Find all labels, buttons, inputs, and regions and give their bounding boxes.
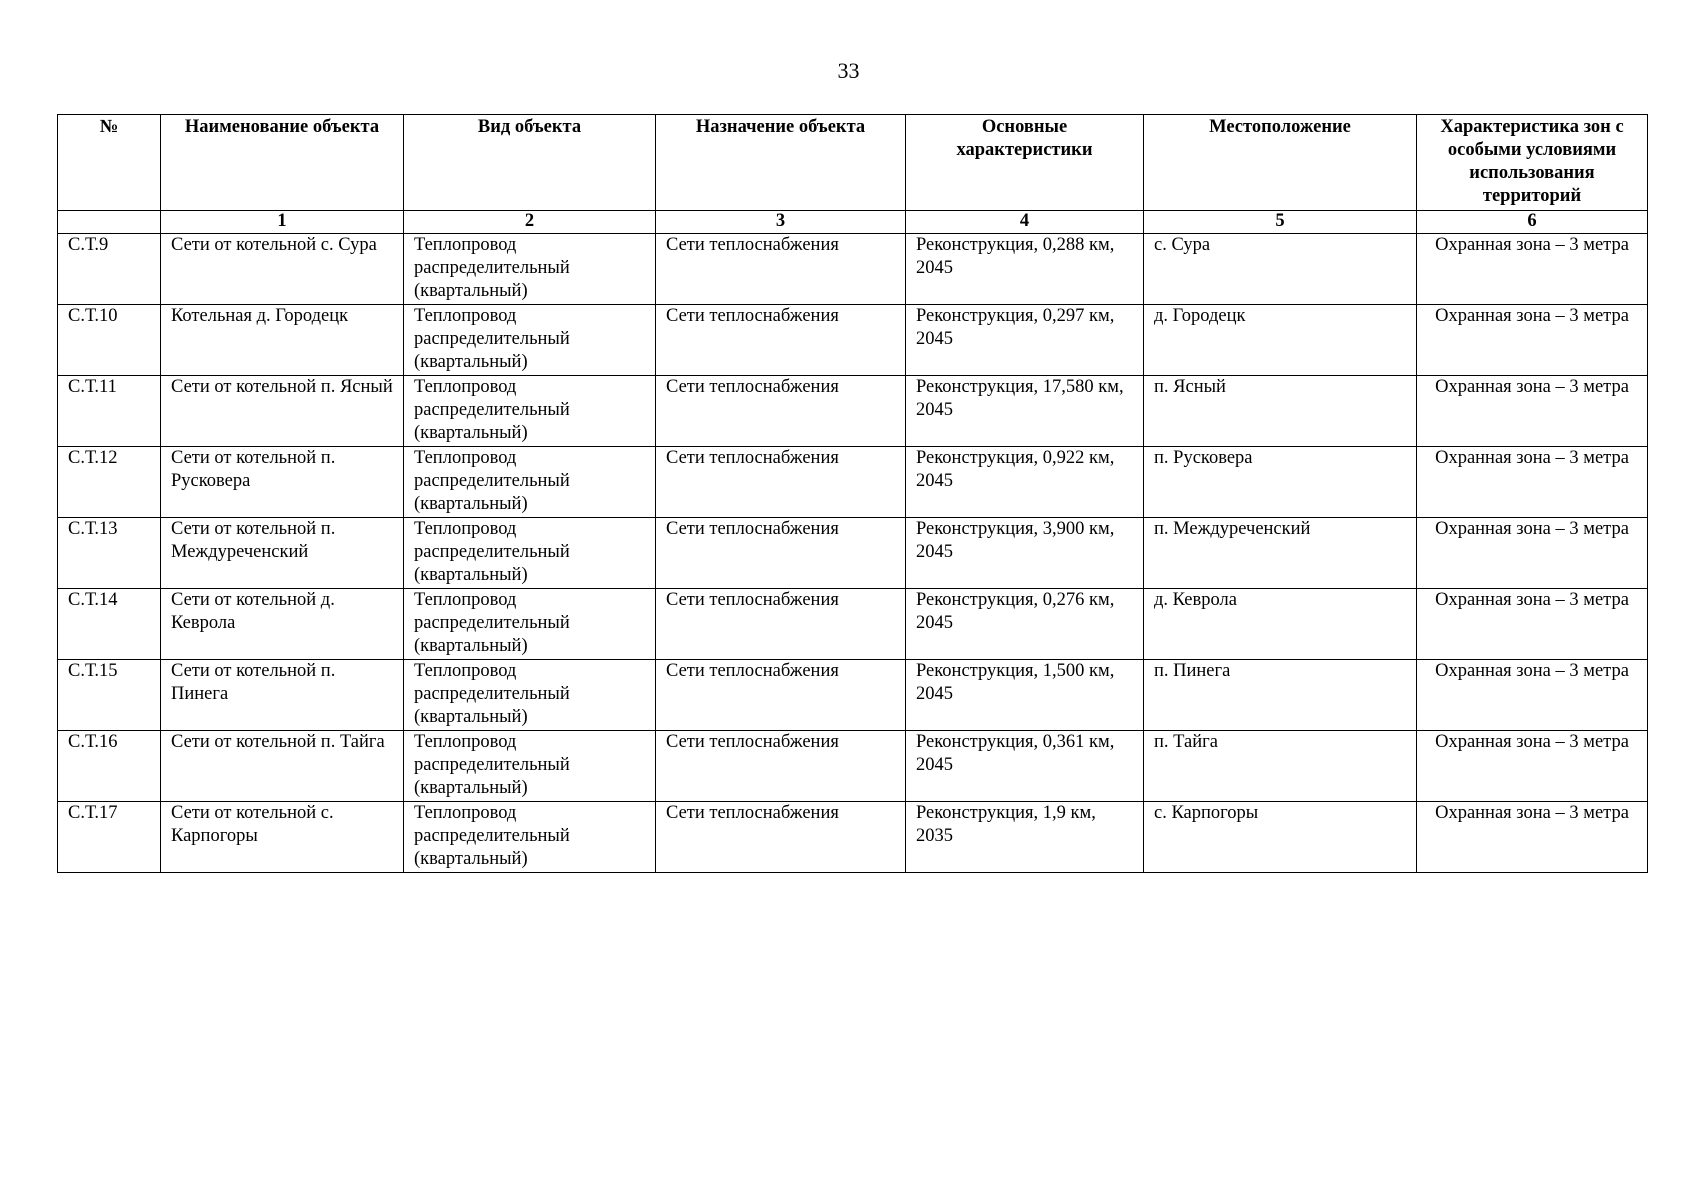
page-number: 33	[837, 58, 860, 83]
column-number-cell: 6	[1417, 211, 1648, 234]
cell-type: Теплопровод распределительный (квартальный)	[404, 731, 656, 802]
header-cell-location: Местоположение	[1144, 115, 1417, 211]
cell-id: С.Т.10	[58, 305, 161, 376]
table-row	[58, 589, 1648, 660]
table-header-row	[58, 115, 1648, 211]
cell-purpose: Сети теплоснабжения	[656, 305, 906, 376]
cell-location: п. Пинега	[1144, 660, 1417, 731]
cell-purpose: Сети теплоснабжения	[656, 234, 906, 305]
header-cell-zone: Характеристика зон с особыми условиями использования территорий	[1417, 115, 1648, 211]
cell-type: Теплопровод распределительный (квартальный)	[404, 234, 656, 305]
cell-name: Сети от котельной п. Русковера	[161, 447, 404, 518]
cell-id: С.Т.13	[58, 518, 161, 589]
table-row	[58, 518, 1648, 589]
cell-zone: Охранная зона – 3 метра	[1417, 234, 1648, 305]
cell-name: Сети от котельной д. Кеврола	[161, 589, 404, 660]
header-cell-purpose: Назначение объекта	[656, 115, 906, 211]
cell-name: Котельная д. Городецк	[161, 305, 404, 376]
table-row	[58, 660, 1648, 731]
cell-zone: Охранная зона – 3 метра	[1417, 589, 1648, 660]
table-row	[58, 447, 1648, 518]
cell-name: Сети от котельной п. Тайга	[161, 731, 404, 802]
column-number-cell: 4	[906, 211, 1144, 234]
column-number-cell: 2	[404, 211, 656, 234]
cell-id: С.Т.12	[58, 447, 161, 518]
cell-location: п. Междуреченский	[1144, 518, 1417, 589]
cell-location: п. Тайга	[1144, 731, 1417, 802]
table-row	[58, 376, 1648, 447]
cell-name: Сети от котельной п. Ясный	[161, 376, 404, 447]
cell-name: Сети от котельной п. Пинега	[161, 660, 404, 731]
cell-purpose: Сети теплоснабжения	[656, 518, 906, 589]
cell-id: С.Т.16	[58, 731, 161, 802]
cell-id: С.Т.15	[58, 660, 161, 731]
cell-type: Теплопровод распределительный (квартальный)	[404, 802, 656, 873]
cell-type: Теплопровод распределительный (квартальный)	[404, 660, 656, 731]
cell-specs: Реконструкция, 17,580 км, 2045	[906, 376, 1144, 447]
column-numbers-row	[58, 211, 1648, 234]
column-number-cell: 5	[1144, 211, 1417, 234]
cell-specs: Реконструкция, 1,500 км, 2045	[906, 660, 1144, 731]
cell-type: Теплопровод распределительный (квартальный)	[404, 518, 656, 589]
cell-id: С.Т.17	[58, 802, 161, 873]
cell-purpose: Сети теплоснабжения	[656, 731, 906, 802]
objects-table	[57, 114, 1648, 873]
cell-id: С.Т.11	[58, 376, 161, 447]
cell-location: с. Карпогоры	[1144, 802, 1417, 873]
cell-id: С.Т.9	[58, 234, 161, 305]
cell-specs: Реконструкция, 0,922 км, 2045	[906, 447, 1144, 518]
cell-id: С.Т.14	[58, 589, 161, 660]
header-cell-number: №	[58, 115, 161, 211]
cell-zone: Охранная зона – 3 метра	[1417, 518, 1648, 589]
table-row	[58, 731, 1648, 802]
column-number-cell	[58, 211, 161, 234]
table-row	[58, 802, 1648, 873]
cell-name: Сети от котельной п. Междуреченский	[161, 518, 404, 589]
column-number-cell: 1	[161, 211, 404, 234]
cell-purpose: Сети теплоснабжения	[656, 802, 906, 873]
cell-purpose: Сети теплоснабжения	[656, 447, 906, 518]
cell-zone: Охранная зона – 3 метра	[1417, 447, 1648, 518]
cell-specs: Реконструкция, 0,361 км, 2045	[906, 731, 1144, 802]
header-cell-type: Вид объекта	[404, 115, 656, 211]
cell-zone: Охранная зона – 3 метра	[1417, 731, 1648, 802]
cell-location: п. Ясный	[1144, 376, 1417, 447]
cell-name: Сети от котельной с. Сура	[161, 234, 404, 305]
cell-specs: Реконструкция, 0,276 км, 2045	[906, 589, 1144, 660]
table-row	[58, 234, 1648, 305]
header-cell-specs: Основные характеристики	[906, 115, 1144, 211]
table-row	[58, 305, 1648, 376]
cell-location: д. Кеврола	[1144, 589, 1417, 660]
cell-zone: Охранная зона – 3 метра	[1417, 802, 1648, 873]
cell-type: Теплопровод распределительный (квартальный)	[404, 589, 656, 660]
column-number-cell: 3	[656, 211, 906, 234]
cell-specs: Реконструкция, 0,297 км, 2045	[906, 305, 1144, 376]
cell-type: Теплопровод распределительный (квартальный)	[404, 447, 656, 518]
cell-zone: Охранная зона – 3 метра	[1417, 305, 1648, 376]
cell-specs: Реконструкция, 3,900 км, 2045	[906, 518, 1144, 589]
cell-type: Теплопровод распределительный (квартальный)	[404, 376, 656, 447]
cell-specs: Реконструкция, 0,288 км, 2045	[906, 234, 1144, 305]
cell-purpose: Сети теплоснабжения	[656, 589, 906, 660]
cell-location: п. Русковера	[1144, 447, 1417, 518]
cell-purpose: Сети теплоснабжения	[656, 660, 906, 731]
cell-purpose: Сети теплоснабжения	[656, 376, 906, 447]
cell-location: с. Сура	[1144, 234, 1417, 305]
cell-location: д. Городецк	[1144, 305, 1417, 376]
header-cell-name: Наименование объекта	[161, 115, 404, 211]
cell-type: Теплопровод распределительный (квартальный)	[404, 305, 656, 376]
cell-name: Сети от котельной с. Карпогоры	[161, 802, 404, 873]
cell-specs: Реконструкция, 1,9 км, 2035	[906, 802, 1144, 873]
cell-zone: Охранная зона – 3 метра	[1417, 376, 1648, 447]
cell-zone: Охранная зона – 3 метра	[1417, 660, 1648, 731]
